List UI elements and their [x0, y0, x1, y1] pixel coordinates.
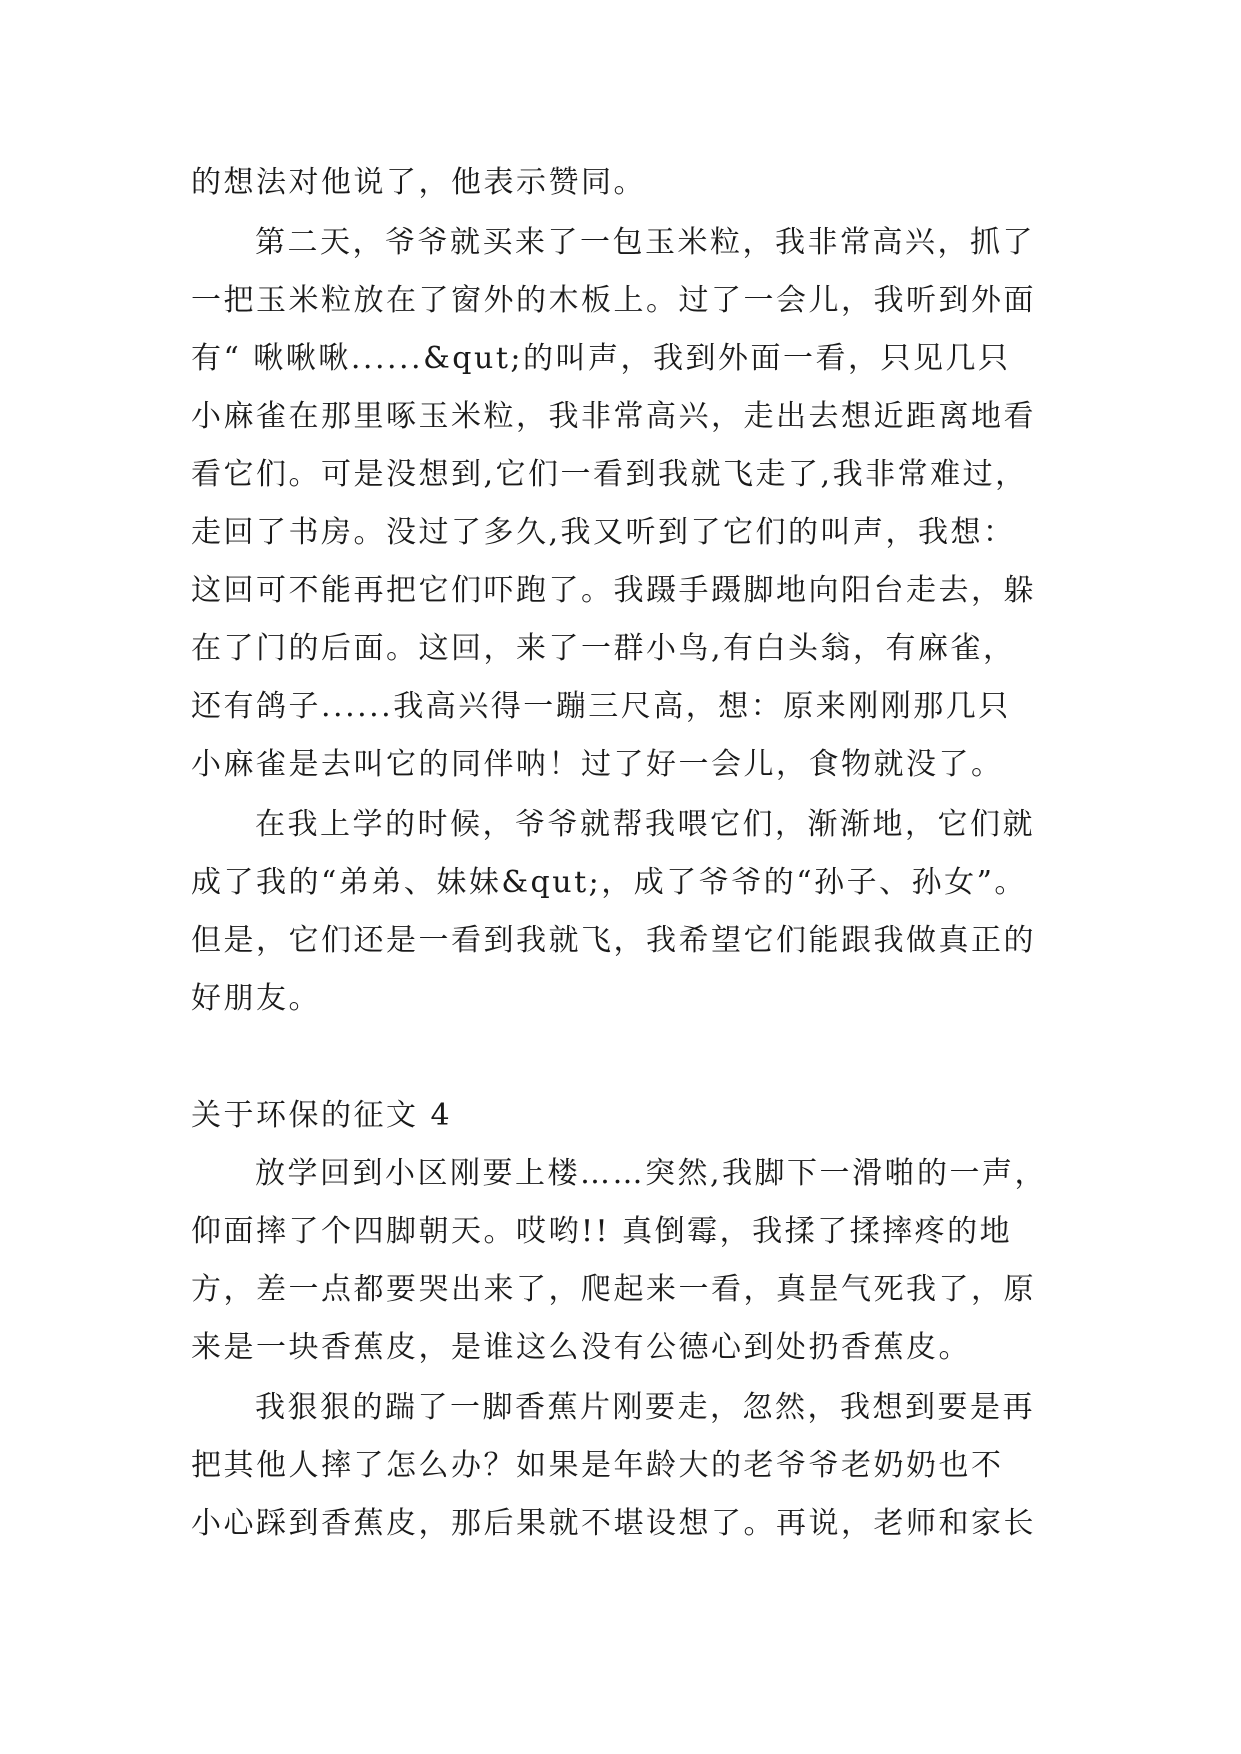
text-line: 这回可不能再把它们吓跑了。我蹑手蹑脚地向阳台走去，躲 [191, 573, 1036, 608]
text-line: 有“ 啾啾啾......&qut;的叫声，我到外面一看，只见几只 [191, 341, 1011, 376]
paragraph-start-line: 放学回到小区刚要上楼……突然,我脚下一滑啪的一声， [255, 1156, 1048, 1191]
text-line: 好朋友。 [191, 981, 321, 1016]
text-line: 成了我的“弟弟、妹妹&qut;，成了爷爷的“孙子、孙女”。 [191, 865, 1027, 900]
text-line: 把其他人摔了怎么办？如果是年龄大的老爷爷老奶奶也不 [191, 1448, 1004, 1483]
paragraph-start-line: 第二天，爷爷就买来了一包玉米粒，我非常高兴，抓了 [255, 225, 1035, 260]
text-line: 小麻雀在那里啄玉米粒，我非常高兴，走出去想近距离地看 [191, 399, 1036, 434]
text-line: 仰面摔了个四脚朝天。哎哟!! 真倒霉，我揉了揉摔疼的地 [191, 1214, 1013, 1249]
section-heading: 关于环保的征文 4 [191, 1098, 453, 1133]
text-line: 方，差一点都要哭出来了，爬起来一看，真昰气死我了，原 [191, 1272, 1036, 1307]
text-line: 一把玉米粒放在了窗外的木板上。过了一会儿，我听到外面 [191, 283, 1036, 318]
text-line: 在了门的后面。这回，来了一群小鸟,有白头翁，有麻雀， [191, 631, 1016, 666]
text-line: 小心踩到香蕉皮，那后果就不堪设想了。再说，老师和家长 [191, 1506, 1036, 1541]
text-line: 还有鸽子......我高兴得一蹦三尺高，想：原来刚刚那几只 [191, 689, 1011, 724]
text-line: 看它们。可是没想到,它们一看到我就飞走了,我非常难过， [191, 457, 1028, 492]
text-line: 但是，它们还是一看到我就飞，我希望它们能跟我做真正的 [191, 923, 1036, 958]
text-line: 走回了书房。没过了多久,我又听到了它们的叫声，我想： [191, 515, 1016, 550]
text-line: 的想法对他说了，他表示赞同。 [191, 165, 646, 200]
text-line: 小麻雀是去叫它的同伴呐！过了好一会儿，食物就没了。 [191, 747, 1004, 782]
paragraph-start-line: 在我上学的时候，爷爷就帮我喂它们，渐渐地，它们就 [255, 807, 1035, 842]
paragraph-start-line: 我狠狠的踹了一脚香蕉片刚要走，忽然，我想到要是再 [255, 1390, 1035, 1425]
text-line: 来是一块香蕉皮，是谁这么没有公德心到处扔香蕉皮。 [191, 1330, 971, 1365]
